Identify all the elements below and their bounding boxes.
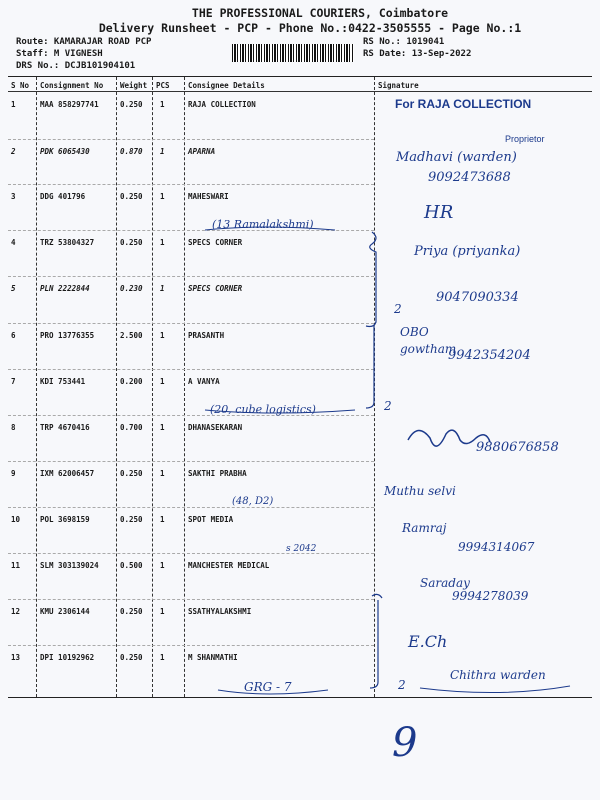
handwritten-phone: 9942354204 bbox=[448, 348, 531, 363]
cell-consignment: KMU 2306144 bbox=[40, 607, 90, 616]
cell-consignment: TRP 4670416 bbox=[40, 423, 90, 432]
drs-number: DRS No.: DCJB101904101 bbox=[16, 61, 136, 71]
cell-weight: 0.250 bbox=[120, 607, 143, 616]
handwritten-phone: 9047090334 bbox=[436, 290, 519, 305]
handwritten-phone: 9092473688 bbox=[428, 170, 511, 185]
cell-sno: 6 bbox=[11, 331, 16, 340]
handwritten-name: Muthu selvi bbox=[384, 484, 456, 498]
cell-pcs: 1 bbox=[160, 147, 165, 156]
cell-pcs: 1 bbox=[160, 515, 165, 524]
cell-weight: 0.870 bbox=[120, 147, 143, 156]
cell-weight: 0.500 bbox=[120, 561, 143, 570]
cell-consignee: APARNA bbox=[188, 147, 216, 156]
col-header-consignee: Consignee Details bbox=[188, 81, 265, 90]
cell-consignee: PRASANTH bbox=[188, 331, 225, 340]
cell-consignee: MANCHESTER MEDICAL bbox=[188, 561, 270, 570]
company-stamp: For RAJA COLLECTION bbox=[395, 97, 532, 111]
cell-consignee: DHANASEKARAN bbox=[188, 423, 243, 432]
cell-consignment: DPI 10192962 bbox=[40, 653, 95, 662]
col-header-sno: S No bbox=[11, 81, 30, 90]
cell-sno: 13 bbox=[11, 653, 21, 662]
cell-pcs: 1 bbox=[160, 423, 165, 432]
cell-consignee: SPECS CORNER bbox=[188, 238, 243, 247]
cell-sno: 8 bbox=[11, 423, 16, 432]
cell-sno: 12 bbox=[11, 607, 21, 616]
cell-consignee: SPOT MEDIA bbox=[188, 515, 234, 524]
cell-sno: 3 bbox=[11, 192, 16, 201]
cell-pcs: 1 bbox=[160, 100, 165, 109]
handwritten-note: (13 Ramalakshmi) bbox=[212, 218, 314, 231]
handwritten-note: (48, D2) bbox=[232, 496, 274, 507]
route-label: Route: KAMARAJAR ROAD PCP bbox=[16, 37, 152, 47]
cell-consignment: PLN 2222844 bbox=[40, 284, 90, 293]
handwritten-name: Madhavi (warden) bbox=[396, 150, 517, 165]
handwritten-signature: Priya (priyanka) bbox=[414, 244, 521, 259]
cell-consignment: PRO 13776355 bbox=[40, 331, 95, 340]
cell-pcs: 1 bbox=[160, 238, 165, 247]
cell-sno: 4 bbox=[11, 238, 16, 247]
handwritten-mark: 2 bbox=[398, 678, 406, 692]
col-header-weight: Weight bbox=[120, 81, 148, 90]
cell-weight: 0.230 bbox=[120, 284, 143, 293]
col-header-pcs: PCS bbox=[156, 81, 170, 90]
handwritten-note: GRG - 7 bbox=[244, 680, 292, 694]
cell-weight: 0.700 bbox=[120, 423, 143, 432]
handwritten-name: Chithra warden bbox=[450, 668, 546, 682]
col-header-signature: Signature bbox=[378, 81, 419, 90]
handwritten-mark: 2 bbox=[394, 302, 402, 316]
handwritten-signature: HR bbox=[424, 202, 454, 223]
cell-weight: 0.250 bbox=[120, 238, 143, 247]
company-title: THE PROFESSIONAL COURIERS, Coimbatore bbox=[191, 6, 449, 20]
cell-consignee: A VANYA bbox=[188, 377, 220, 386]
cell-pcs: 1 bbox=[160, 469, 165, 478]
runsheet-subtitle: Delivery Runsheet - PCP - Phone No.:0422-3505555 - Page No.:1 bbox=[98, 21, 522, 35]
cell-consignment: TRZ 53804327 bbox=[40, 238, 95, 247]
cell-consignment: SLM 303139024 bbox=[40, 561, 99, 570]
handwritten-name: gowtham bbox=[400, 342, 457, 356]
handwritten-signature: Saraday bbox=[420, 576, 470, 590]
handwritten-note: (20, cube logistics) bbox=[210, 403, 316, 416]
cell-weight: 0.250 bbox=[120, 515, 143, 524]
cell-pcs: 1 bbox=[160, 331, 165, 340]
rs-date: RS Date: 13-Sep-2022 bbox=[363, 49, 472, 59]
col-header-consignment: Consignment No bbox=[40, 81, 104, 90]
cell-sno: 11 bbox=[11, 561, 21, 570]
cell-consignment: PDK 6065430 bbox=[40, 147, 90, 156]
cell-weight: 0.250 bbox=[120, 100, 143, 109]
handwritten-phone: 9880676858 bbox=[476, 440, 559, 455]
handwritten-signature: E.Ch bbox=[408, 632, 448, 651]
rs-number: RS No.: 1019041 bbox=[363, 37, 445, 47]
cell-consignment: MAA 858297741 bbox=[40, 100, 99, 109]
cell-sno: 1 bbox=[11, 100, 16, 109]
cell-consignee: MAHESWARI bbox=[188, 192, 229, 201]
cell-consignee: SPECS CORNER bbox=[188, 284, 243, 293]
cell-weight: 0.250 bbox=[120, 653, 143, 662]
handwritten-mark: 2 bbox=[384, 399, 392, 413]
handwritten-phone: 9994314067 bbox=[458, 540, 535, 554]
cell-pcs: 1 bbox=[160, 284, 165, 293]
cell-pcs: 1 bbox=[160, 192, 165, 201]
cell-weight: 0.250 bbox=[120, 192, 143, 201]
stamp-role: Proprietor bbox=[505, 134, 545, 144]
handwritten-page-mark: 9 bbox=[392, 720, 418, 766]
cell-weight: 2.500 bbox=[120, 331, 143, 340]
cell-consignee: RAJA COLLECTION bbox=[188, 100, 256, 109]
cell-sno: 5 bbox=[11, 284, 16, 293]
cell-consignment: KDI 753441 bbox=[40, 377, 86, 386]
cell-pcs: 1 bbox=[160, 377, 165, 386]
handwritten-signature: Ramraj bbox=[402, 521, 447, 535]
handwritten-phone: 9994278039 bbox=[452, 589, 529, 603]
cell-weight: 0.200 bbox=[120, 377, 143, 386]
cell-consignee: SAKTHI PRABHA bbox=[188, 469, 247, 478]
cell-sno: 2 bbox=[11, 147, 16, 156]
cell-consignment: IXM 62006457 bbox=[40, 469, 95, 478]
cell-consignment: POL 3698159 bbox=[40, 515, 90, 524]
handwritten-note: OBO bbox=[400, 325, 429, 339]
cell-pcs: 1 bbox=[160, 607, 165, 616]
cell-pcs: 1 bbox=[160, 561, 165, 570]
cell-sno: 10 bbox=[11, 515, 21, 524]
cell-sno: 9 bbox=[11, 469, 16, 478]
cell-consignment: DDG 401796 bbox=[40, 192, 86, 201]
cell-consignee: SSATHYALAKSHMI bbox=[188, 607, 252, 616]
cell-sno: 7 bbox=[11, 377, 16, 386]
cell-weight: 0.250 bbox=[120, 469, 143, 478]
cell-pcs: 1 bbox=[160, 653, 165, 662]
handwritten-note: s 2042 bbox=[286, 544, 317, 554]
staff-label: Staff: M VIGNESH bbox=[16, 49, 103, 59]
cell-consignee: M SHANMATHI bbox=[188, 653, 238, 662]
